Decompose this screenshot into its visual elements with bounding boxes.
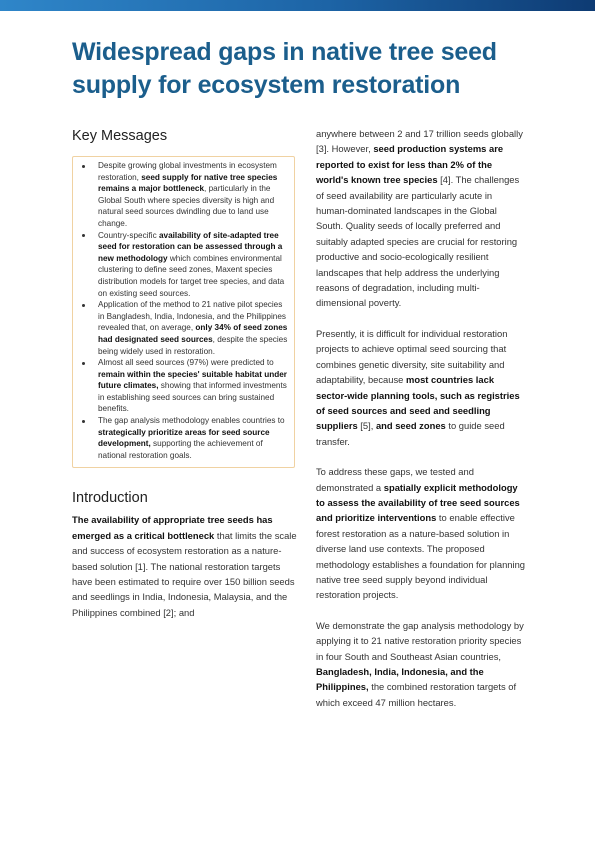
key-message-highlight: remain within the species' suitable habitat under future climates, [98,369,287,391]
right-column [316,126,526,710]
intro-text: to enable effective forest restoration as a nature-based solution in diverse land use contexts. The proposed methodology establishes a foundation for planning native tree seed supply beyond individual restoration projects. [316,512,526,601]
key-message-item [79,357,288,415]
intro-text: to guide seed transfer. [316,420,505,447]
intro-paragraph-3 [316,326,526,449]
intro-paragraph-1 [72,512,297,620]
key-message-highlight: only 34% of seed zones had designated seed sources [98,323,288,344]
intro-text: [4]. The challenges of seed availability are particularly acute in human-dominated landscapes in the Global South. Quality seeds of locally preferred and suitably adapted species are crucial for restoring productive and socio-ecologically resilient landscapes that help address the underlying reasons of degradation, including multi-dimensional poverty. [316,174,520,309]
intro-paragraph-2 [316,126,526,311]
key-message-text: , despite the species being widely used in restoration. [98,334,288,356]
intro-text: [5], [357,420,376,432]
key-message-item [79,299,288,357]
key-message-text: Application of the method to 21 native pilot species in Bangladesh, India, Indonesia, and the Philippines revealed that, on average, [98,300,286,333]
intro-highlight: most countries lack sector-wide planning tools, such as registries of seed sources and seed and seedling suppliers [316,374,520,432]
left-column [72,128,297,620]
intro-highlight: spatially explicit methodology to assess the availability of tree seed sources and prioritize interventions [316,481,520,524]
key-message-text: Despite growing global investments in ecosystem restoration, [98,161,277,182]
key-message-text: supporting the achievement of national restoration goals. [98,439,263,460]
page-title: Widespread gaps in native tree seed supply for ecosystem restoration [72,38,497,99]
intro-text: Presently, it is difficult for individual restoration projects to achieve optimal seed sourcing that combines genetic diversity, site suitability and adaptability, because [316,327,508,386]
key-messages-box [72,156,295,468]
top-accent-bar [0,0,595,11]
key-messages-list [79,160,288,461]
intro-text: that limits the scale and success of ecosystem restoration as a nature-based solution [1]. The national restoration targets have been estimated to require over 150 billion seeds and seedlings in India, Indonesia, Malaysia, and the Philippines combined [2]; and [72,529,297,618]
intro-text: anywhere between 2 and 17 trillion seeds globally [3]. However, [316,128,523,155]
key-message-text: Almost all seed sources (97%) were predicted to [98,358,274,368]
key-message-text: Country-specific [98,230,159,240]
intro-text: To address these gaps, we tested and demonstrated a [316,466,474,493]
key-message-highlight: availability of site-adapted tree seed for restoration can be assessed through a new methodology [98,230,283,263]
key-message-highlight: strategically prioritize areas for seed source development, [98,427,270,449]
intro-text: We demonstrate the gap analysis methodology by applying it to 21 native restoration priority species in four South and Southeast Asian countries, [316,619,524,662]
key-message-text: , particularly in the Global South where species diversity is high and natural seed sources dwindling due to land use change. [98,184,275,228]
key-messages-heading: Key Messages [72,128,168,144]
intro-paragraph-5 [316,618,526,710]
intro-paragraph-4 [316,464,526,603]
key-message-item [79,415,288,461]
intro-highlight: The availability of appropriate tree seeds has emerged as a critical bottleneck [72,514,273,541]
intro-highlight: seed production systems are reported to exist for less than 2% of the world's known tree species [316,143,504,186]
introduction-heading: Introduction [72,490,148,507]
key-message-highlight: seed supply for native tree species remains a major bottleneck [98,172,278,194]
key-message-item [79,160,288,230]
intro-text: the combined restoration targets of which exceed 47 million hectares. [316,681,517,708]
key-message-item [79,230,288,300]
key-message-text: The gap analysis methodology enables countries to [98,416,285,426]
intro-highlight: Bangladesh, India, Indonesia, and the Philippines, [316,666,484,693]
key-message-text: showing that informed investments in establishing seed sources can bring sustained benefits. [98,381,287,414]
key-message-text: which combines environmental clustering to define seed zones, Maxent species distribution models for target tree species, and data on existing seed sources. [98,253,285,298]
intro-highlight: and seed zones [375,420,446,432]
